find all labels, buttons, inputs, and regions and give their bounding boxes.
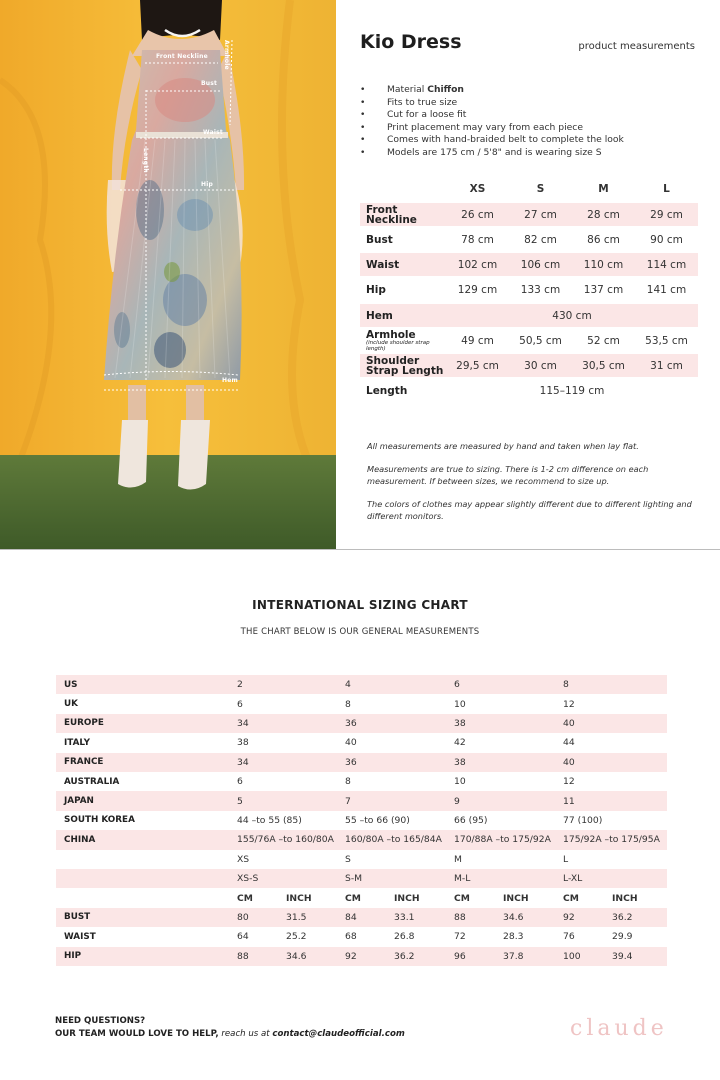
size-row-value: 90 cm: [650, 233, 683, 246]
size-row-value: 141 cm: [646, 283, 687, 296]
label-waist: Waist: [203, 129, 223, 136]
note-true-to-sizing: Measurements are true to sizing. There is 1-2 cm difference on each measurement. If between sizes, we recommend to size up.: [367, 464, 649, 486]
intl-cell: 11: [563, 795, 575, 807]
intl-cell: 10: [454, 776, 466, 788]
size-measurement-table: [360, 178, 698, 397]
intl-cell: 66 (95): [454, 814, 488, 826]
intl-cell: 84: [345, 911, 357, 923]
intl-cell: 12: [563, 776, 575, 788]
size-row-all-sizes-value: 430 cm: [552, 309, 592, 322]
size-row-label: [360, 205, 446, 225]
intl-cell: 64: [237, 931, 249, 943]
intl-cell: 6: [237, 776, 243, 788]
footer-help-bold: OUR TEAM WOULD LOVE TO HELP,: [55, 1029, 219, 1039]
intl-unit-header: INCH: [503, 892, 529, 904]
intl-cell: 38: [237, 737, 249, 749]
intl-row: [56, 675, 667, 694]
intl-cell: S: [345, 853, 351, 865]
intl-cell: 25.2: [286, 931, 307, 943]
intl-cell: 40: [563, 756, 575, 768]
intl-cell: 40: [345, 737, 357, 749]
size-row-label-text: Hem: [366, 309, 393, 322]
intl-cell: 36: [345, 756, 357, 768]
footer-email-link[interactable]: contact@claudeofficial.com: [272, 1029, 405, 1039]
intl-row: [56, 927, 667, 946]
brand-logo: claude: [570, 1016, 668, 1041]
intl-cell: 34.6: [286, 950, 307, 962]
size-row-label-text: Shoulder Strap Length: [366, 354, 444, 377]
feature-item: [360, 84, 624, 97]
intl-cell: 39.4: [612, 950, 633, 962]
intl-row-label: FRANCE: [64, 757, 104, 768]
feature-text: Comes with hand-braided belt to complete the look: [387, 134, 624, 146]
feature-text: Cut for a loose fit: [387, 109, 467, 121]
intl-cell: 36: [345, 717, 357, 729]
intl-cell: 36.2: [394, 950, 415, 962]
size-row-label: [360, 260, 446, 270]
intl-cell: 55 –to 66 (90): [345, 814, 410, 826]
intl-row-label: ITALY: [64, 737, 91, 748]
feature-text: Models are 175 cm / 5'8" and is wearing size S: [387, 146, 602, 158]
feature-list: [360, 84, 624, 160]
intl-cell: 38: [454, 756, 466, 768]
feature-text: Material: [387, 84, 428, 95]
size-row-value: 102 cm: [457, 258, 498, 271]
intl-unit-header: CM: [563, 892, 579, 904]
size-row-value: 106 cm: [520, 258, 561, 271]
intl-cell: 88: [237, 950, 249, 962]
intl-cell: 100: [563, 950, 581, 962]
feature-item: [360, 97, 624, 110]
intl-cell: 155/76A –to 160/80A: [237, 834, 334, 846]
feature-item: [360, 122, 624, 135]
size-row-note: (include shoulder strap length): [366, 339, 430, 352]
size-row-value: 133 cm: [520, 283, 561, 296]
size-row-label-text: Bust: [366, 233, 393, 246]
intl-row-label: AUSTRALIA: [64, 776, 120, 787]
feature-text: Print placement may vary from each piece: [387, 121, 583, 133]
intl-row-label: UK: [64, 699, 78, 710]
intl-cell: 92: [345, 950, 357, 962]
intl-unit-header: INCH: [394, 892, 420, 904]
size-row: [360, 354, 698, 377]
intl-cell: 36.2: [612, 911, 633, 923]
footer-contact: [55, 1015, 405, 1041]
feature-item: [360, 109, 624, 122]
size-row-value: 29,5 cm: [456, 359, 499, 372]
intl-row-label: HIP: [64, 951, 82, 962]
size-row-value: 52 cm: [587, 334, 620, 347]
product-info-panel: [337, 0, 720, 550]
intl-cell: 175/92A –to 175/95A: [563, 834, 660, 846]
intl-cell: 29.9: [612, 931, 633, 943]
intl-cell: 38: [454, 717, 466, 729]
feature-text: Fits to true size: [387, 96, 458, 108]
intl-unit-header: CM: [345, 892, 361, 904]
note-colors: The colors of clothes may appear slightly different due to different lighting and different monitors.: [367, 499, 692, 521]
intl-row-label: EUROPE: [64, 718, 104, 729]
intl-cell: 26.8: [394, 931, 415, 943]
intl-row: [56, 811, 667, 830]
size-row-value: 30,5 cm: [582, 359, 625, 372]
model-photo: [0, 0, 336, 550]
footer-question: NEED QUESTIONS?: [55, 1016, 146, 1026]
size-header-xs: XS: [469, 183, 486, 195]
intl-cell: 68: [345, 931, 357, 943]
size-row-label-text: Armhole: [366, 328, 416, 341]
product-subtitle: product measurements: [578, 41, 695, 52]
size-row-value: 86 cm: [587, 233, 620, 246]
footer-help-text: reach us at: [218, 1029, 273, 1039]
size-row-value: 30 cm: [524, 359, 557, 372]
intl-cell: 88: [454, 911, 466, 923]
intl-cell: 6: [237, 698, 243, 710]
intl-cell: 8: [345, 776, 351, 788]
size-row-label: [360, 235, 446, 245]
intl-cell: 10: [454, 698, 466, 710]
size-row: [360, 304, 698, 327]
label-length: Length: [142, 148, 149, 173]
label-bust: Bust: [201, 80, 218, 87]
intl-cell: 9: [454, 795, 460, 807]
intl-cell: 72: [454, 931, 466, 943]
intl-cell: 77 (100): [563, 814, 603, 826]
intl-cell: L: [563, 853, 569, 865]
intl-unit-header: INCH: [612, 892, 638, 904]
intl-row: [56, 733, 667, 752]
size-row-label: [360, 285, 446, 295]
intl-row-label: BUST: [64, 912, 91, 923]
intl-unit-header: CM: [237, 892, 253, 904]
size-row-label: [360, 311, 446, 321]
intl-cell: 4: [345, 679, 351, 691]
size-row: [360, 278, 698, 301]
feature-item: [360, 147, 624, 160]
size-table-header: [360, 178, 698, 200]
intl-row-label: JAPAN: [64, 796, 94, 807]
size-row-value: 28 cm: [587, 208, 620, 221]
size-header-m: M: [598, 183, 609, 195]
intl-cell: 7: [345, 795, 351, 807]
intl-chart-title: INTERNATIONAL SIZING CHART: [252, 598, 468, 612]
intl-cell: 40: [563, 717, 575, 729]
intl-cell: 160/80A –to 165/84A: [345, 834, 442, 846]
section-divider: [0, 549, 720, 550]
intl-row-label: US: [64, 679, 78, 690]
intl-cell: 96: [454, 950, 466, 962]
intl-cell: 34: [237, 756, 249, 768]
intl-row: [56, 753, 667, 772]
label-hip: Hip: [201, 181, 213, 188]
size-row-value: 26 cm: [461, 208, 494, 221]
feature-item: [360, 134, 624, 147]
intl-cell: 44 –to 55 (85): [237, 814, 302, 826]
footer-help-line: [55, 1028, 405, 1041]
intl-unit-header: INCH: [286, 892, 312, 904]
size-row-label-text: Hip: [366, 283, 386, 296]
size-row-value: 53,5 cm: [645, 334, 688, 347]
intl-cell: 8: [563, 679, 569, 691]
feature-bold-text: Chiffon: [427, 84, 464, 95]
size-row-value: 78 cm: [461, 233, 494, 246]
intl-row: [56, 850, 667, 869]
size-row-value: 129 cm: [457, 283, 498, 296]
intl-cell: 8: [345, 698, 351, 710]
intl-cell: 6: [454, 679, 460, 691]
intl-row-label: WAIST: [64, 931, 96, 942]
intl-row-label: SOUTH KOREA: [64, 815, 135, 826]
intl-cell: 92: [563, 911, 575, 923]
intl-cell: M-L: [454, 873, 471, 885]
intl-row: [56, 888, 667, 907]
intl-row: [56, 908, 667, 927]
intl-row: [56, 694, 667, 713]
size-row: [360, 329, 698, 352]
model-illustration: [0, 0, 336, 550]
size-row-label: [360, 356, 446, 376]
size-row-value: 27 cm: [524, 208, 557, 221]
size-row-all-sizes-value: 115–119 cm: [539, 384, 605, 397]
intl-chart-subtitle: THE CHART BELOW IS OUR GENERAL MEASUREMENTS: [240, 627, 480, 637]
intl-cell: 34.6: [503, 911, 524, 923]
size-row-label: [360, 330, 446, 352]
intl-cell: 80: [237, 911, 249, 923]
intl-row: [56, 791, 667, 810]
intl-row: [56, 714, 667, 733]
size-header-s: S: [536, 183, 545, 195]
intl-cell: 170/88A –to 175/92A: [454, 834, 551, 846]
intl-cell: 12: [563, 698, 575, 710]
intl-cell: XS: [237, 853, 250, 865]
intl-cell: 5: [237, 795, 243, 807]
intl-row: [56, 830, 667, 849]
note-measured-by-hand: All measurements are measured by hand and taken when lay flat.: [367, 441, 639, 451]
label-armhole: Armhole: [223, 40, 230, 70]
intl-cell: 37.8: [503, 950, 524, 962]
intl-cell: S-M: [345, 873, 363, 885]
size-row-label-text: Length: [366, 384, 408, 397]
intl-cell: 31.5: [286, 911, 307, 923]
size-row-value: 50,5 cm: [519, 334, 562, 347]
size-row-value: 137 cm: [583, 283, 624, 296]
size-row-value: 29 cm: [650, 208, 683, 221]
intl-cell: 2: [237, 679, 243, 691]
intl-row-label: CHINA: [64, 834, 96, 845]
size-row: [360, 228, 698, 251]
size-row-label: [360, 386, 446, 396]
intl-row: [56, 947, 667, 966]
label-hem: Hem: [222, 377, 238, 384]
size-row-value: 110 cm: [583, 258, 624, 271]
intl-cell: 34: [237, 717, 249, 729]
size-row-label-text: Waist: [366, 258, 400, 271]
intl-cell: 33.1: [394, 911, 415, 923]
intl-unit-header: CM: [454, 892, 470, 904]
intl-cell: 44: [563, 737, 575, 749]
size-row: [360, 203, 698, 226]
size-header-l: L: [663, 183, 670, 195]
size-row-value: 114 cm: [646, 258, 687, 271]
intl-cell: 76: [563, 931, 575, 943]
product-title: Kio Dress: [360, 31, 462, 53]
intl-row: [56, 869, 667, 888]
size-row-label-text: Front Neckline: [366, 203, 417, 226]
label-front-neckline: Front Neckline: [156, 53, 208, 60]
intl-cell: 28.3: [503, 931, 524, 943]
size-row: [360, 379, 698, 402]
intl-cell: L-XL: [563, 873, 583, 885]
size-row: [360, 253, 698, 276]
intl-row: [56, 772, 667, 791]
size-row-value: 49 cm: [461, 334, 494, 347]
size-row-value: 31 cm: [650, 359, 683, 372]
intl-cell: XS-S: [237, 873, 259, 885]
size-row-value: 82 cm: [524, 233, 557, 246]
intl-cell: 42: [454, 737, 466, 749]
intl-cell: M: [454, 853, 462, 865]
